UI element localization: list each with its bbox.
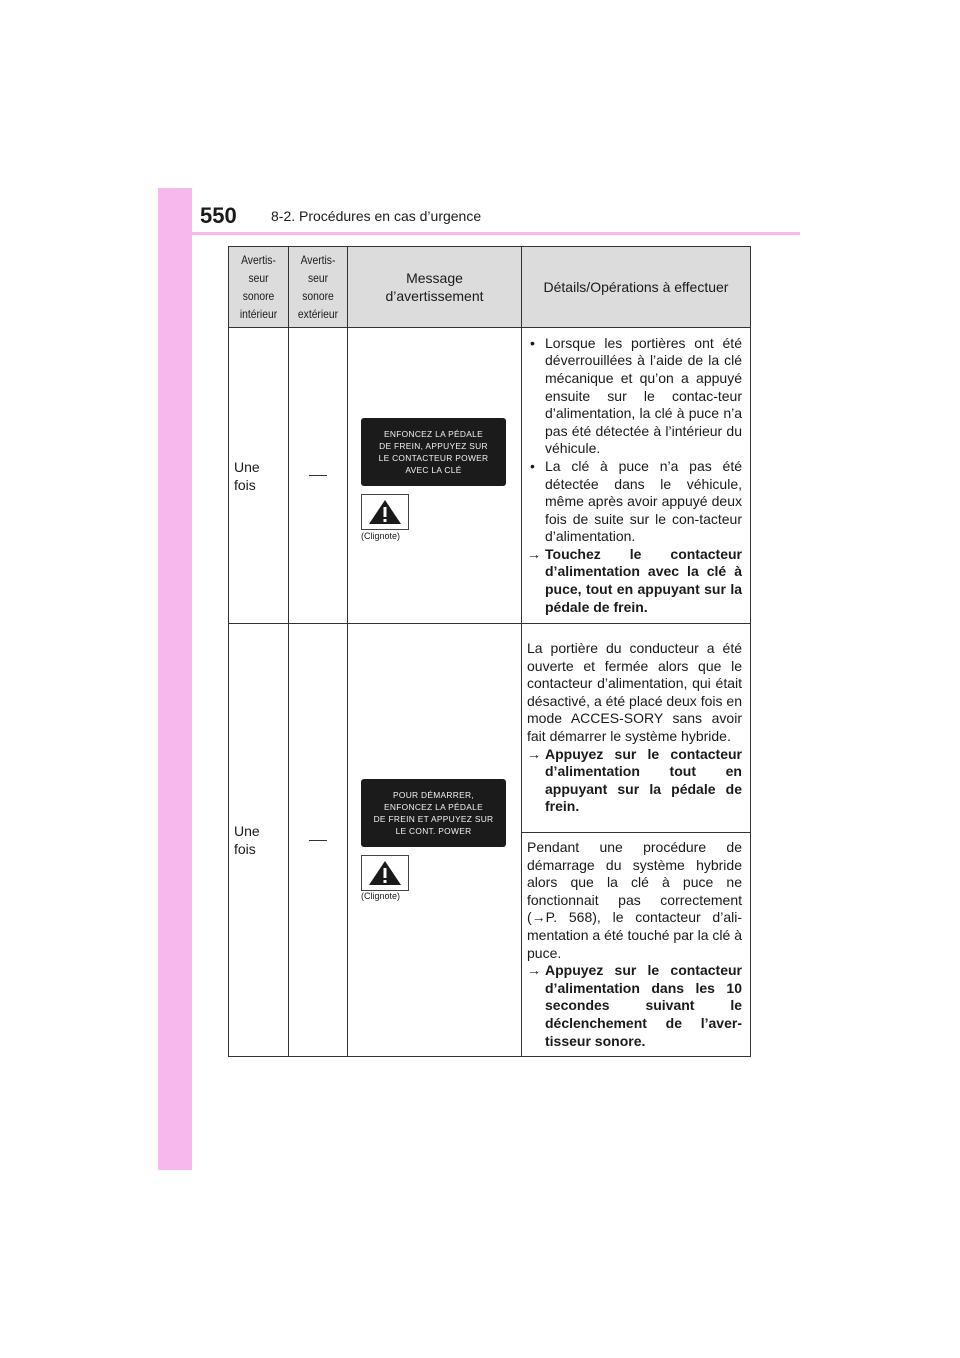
arrow-icon: → <box>527 545 541 562</box>
display-message <box>361 418 506 486</box>
action-text: Appuyez sur le contacteur d’alimentation tout en appuyant sur la pédale de frein. <box>545 745 742 815</box>
col-exterior-line: sonore <box>302 289 334 303</box>
exterior-buzzer-cell <box>289 624 348 1057</box>
table-row <box>229 624 751 833</box>
action-instruction <box>527 746 742 816</box>
display-line: LE CONTACTEUR POWER <box>378 453 489 463</box>
bullet-text: Lorsque les portières ont été déverrouillées à l’aide de la clé mécanique et qu’on a appuyé ensuite sur le contac-teur d’alimentation, la clé à puce n’a pas été détectée à l’intérieur du véhicule. <box>545 334 742 457</box>
em-dash <box>309 840 327 841</box>
col-details-label: Détails/Opérations à effectuer <box>543 279 729 295</box>
action-text: Touchez le contacteur d’alimentation avec la clé à puce, tout en appuyant sur la pédale de frein. <box>545 545 742 615</box>
table-header-row <box>229 247 751 328</box>
buzzer-count: Une <box>234 458 260 475</box>
display-line: ENFONCEZ LA PÉDALE <box>384 802 483 812</box>
display-line: ENFONCEZ LA PÉDALE <box>384 429 483 439</box>
details-cell <box>522 624 751 833</box>
list-item <box>527 335 742 458</box>
warning-table <box>228 246 751 1057</box>
action-instruction <box>527 962 742 1050</box>
bullet-text: La clé à puce n’a pas été détectée dans le véhicule, même après avoir appuyé deux fois de suite sur le con-tacteur d’alimentation. <box>545 457 742 545</box>
display-line: POUR DÉMARRER, <box>393 790 474 800</box>
col-exterior-line: Avertis- <box>300 253 336 267</box>
buzzer-count: Une <box>234 823 260 840</box>
list-item <box>527 458 742 546</box>
warning-triangle-icon <box>361 494 409 530</box>
action-instruction <box>527 546 742 616</box>
arrow-icon: → <box>527 962 541 979</box>
section-tab-sidebar <box>158 188 192 1170</box>
col-exterior-line: seur <box>307 271 329 285</box>
warning-message-cell <box>348 624 522 1057</box>
col-message-line: d’avertissement <box>385 288 484 304</box>
blink-caption: (Clignote) <box>361 531 401 541</box>
interior-buzzer-cell <box>229 328 289 624</box>
table-row <box>229 328 751 624</box>
page-number: 550 <box>200 203 237 228</box>
exterior-buzzer-cell <box>289 328 348 624</box>
col-details <box>522 247 751 328</box>
detail-text: La portière du conducteur a été ouverte et fermée alors que le contacteur d’alimentation, qui était désactivé, a été placé deux fois en mode ACCES-SORY sans avoir fait démarrer le système hybride. <box>527 640 742 744</box>
arrow-icon: → <box>527 745 541 762</box>
interior-buzzer-cell <box>229 624 289 1057</box>
warning-message-cell <box>348 328 522 624</box>
header-rule <box>158 232 800 235</box>
display-line: AVEC LA CLÉ <box>405 465 462 475</box>
bullet-icon: • <box>530 457 535 474</box>
action-text: Appuyez sur le contacteur d’alimentation dans les 10 secondes suivant le déclenchement de l’aver-tisseur sonore. <box>545 962 742 1049</box>
detail-text: Pendant une procédure de démarrage du système hybride alors que la clé à puce ne fonctionnait pas correctement (→P. 568), le contacteur d’ali-mentation a été touché par la clé à puce. <box>527 839 742 961</box>
blink-caption: (Clignote) <box>361 891 401 901</box>
display-line: DE FREIN ET APPUYEZ SUR <box>373 814 494 824</box>
buzzer-count: fois <box>234 841 256 858</box>
col-warning-message <box>348 247 522 328</box>
warning-triangle-icon <box>361 855 409 891</box>
col-exterior-line: extérieur <box>297 307 339 321</box>
details-cell <box>522 833 751 1057</box>
col-interior-line: Avertis- <box>241 253 276 267</box>
col-interior-line: sonore <box>242 289 275 303</box>
bullet-icon: • <box>530 334 535 351</box>
col-interior-line: seur <box>248 271 269 285</box>
col-interior-line: intérieur <box>239 307 278 321</box>
display-line: LE CONT. POWER <box>395 826 472 836</box>
buzzer-count: fois <box>234 476 256 493</box>
display-message <box>361 779 506 847</box>
col-exterior-buzzer <box>289 247 348 328</box>
details-cell <box>522 328 751 624</box>
display-line: DE FREIN, APPUYEZ SUR <box>379 441 488 451</box>
col-message-line: Message <box>406 270 463 286</box>
col-interior-buzzer <box>229 247 289 328</box>
section-title: 8-2. Procédures en cas d’urgence <box>271 208 482 224</box>
em-dash <box>309 475 327 476</box>
